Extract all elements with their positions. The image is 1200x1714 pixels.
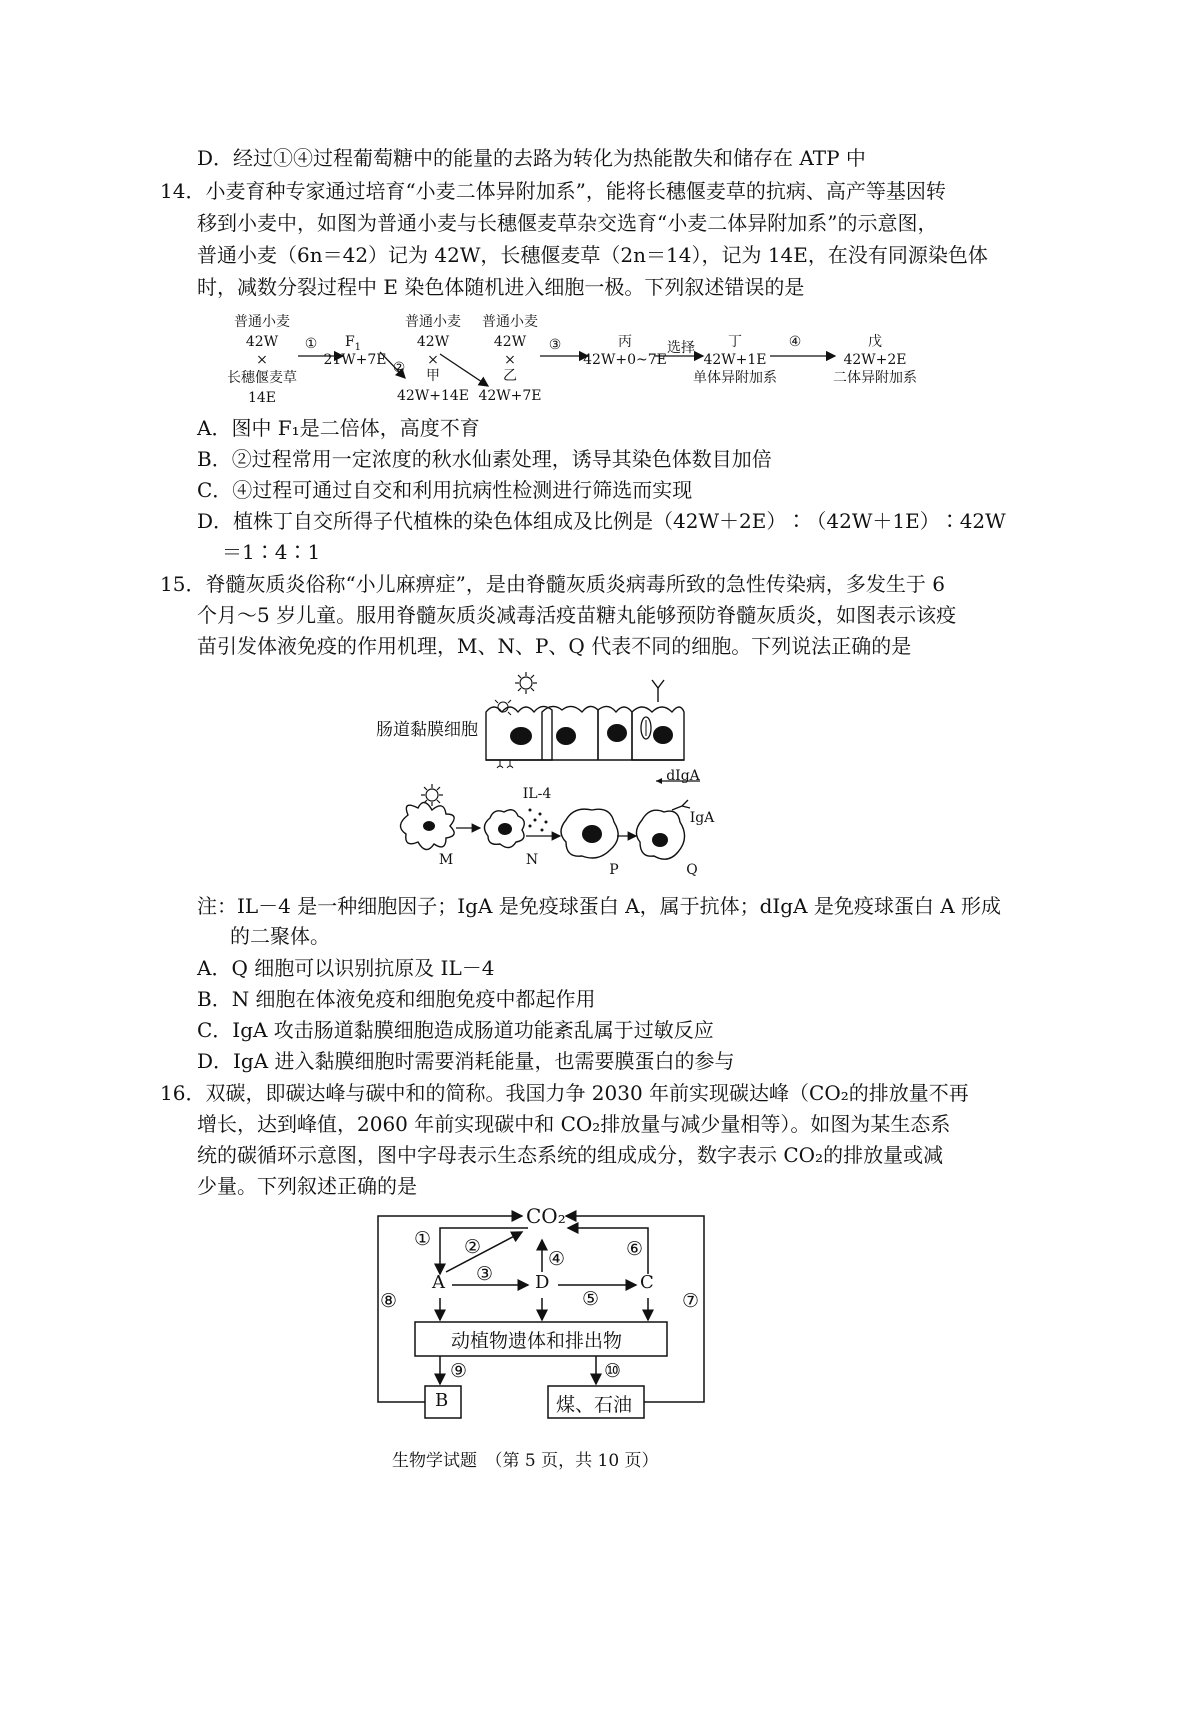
q14-stem-line3: 普通小麦（6n＝42）记为 42W，长穗偃麦草（2n＝14），记为 14E，在没有同源染色体 [197,243,988,267]
q15-option-d: D．IgA 进入黏膜细胞时需要消耗能量，也需要膜蛋白的参与 [197,1049,735,1073]
q15-stem-line1: 15．脊髓灰质炎俗称“小儿麻痹症”，是由脊髓灰质炎病毒所致的急性传染病，多发生于 6 [160,572,945,596]
q15-stem-line2: 个月～5 岁儿童。服用脊髓灰质炎减毒活疫苗糖丸能够预防脊髓灰质炎，如图表示该疫 [197,603,957,627]
node-d-label: D [535,1272,550,1293]
page-footer: 生物学试题 （第 5 页，共 10 页） [392,1451,659,1471]
flow-6-label: ⑥ [626,1238,644,1260]
co2-label: CO₂ [526,1204,566,1228]
q15-option-b: B．N 细胞在体液免疫和细胞免疫中都起作用 [197,987,596,1011]
remains-label: 动植物遗体和排出物 [451,1330,623,1352]
step4-label: ④ [788,334,802,350]
q14-option-d-line1: D．植株丁自交所得子代植株的染色体组成及比例是（42W＋2E）∶（42W＋1E）∶42W [197,509,1006,533]
q16-stem-line2: 增长，达到峰值，2060 年前实现碳中和 CO₂排放量与减少量相等）。如图为某生态系 [197,1112,951,1136]
bing-label: 丙 [618,334,632,350]
q14-option-c: C．④过程可通过自交和利用抗病性检测进行筛选而实现 [197,478,693,502]
step1-label: ① [304,336,318,352]
wu-code: 42W+2E [843,352,907,368]
mucosa-label: 肠道黏膜细胞 [376,720,478,740]
node-c-label: C [640,1272,654,1293]
flow-1-label: ① [414,1228,432,1250]
ding-label: 丁 [728,334,742,350]
yi-label: 乙 [503,368,517,384]
node-b-label: B [435,1390,449,1411]
q15-stem-line3: 苗引发体液免疫的作用机理，M、N、P、Q 代表不同的细胞。下列说法正确的是 [197,634,912,658]
step3-label: ③ [548,337,562,353]
wheat3-label: 普通小麦 [482,314,538,330]
ding-name: 单体异附加系 [693,370,777,386]
wheat2-code: 42W [416,334,450,350]
f1-code: 21W+7E [323,352,387,368]
wu-name: 二体异附加系 [833,370,917,386]
f1-subscript: 1 [354,341,362,353]
wheat2-label: 普通小麦 [405,314,461,330]
q13-option-d: D．经过①④过程葡萄糖中的能量的去路为转化为热能散失和储存在 ATP 中 [197,146,866,170]
ding-code: 42W+1E [703,352,767,368]
flow-5-label: ⑤ [582,1288,600,1310]
flow-2-label: ② [464,1236,482,1258]
flow-4-label: ④ [548,1248,566,1270]
wheat1-code: 42W [245,334,279,350]
f1-label: $F_1$ [344,334,362,353]
step2-label: ② [392,360,406,376]
cross2-symbol: × [427,352,439,368]
jia-label: 甲 [426,368,440,384]
q14-option-b: B．②过程常用一定浓度的秋水仙素处理，诱导其染色体数目加倍 [197,447,772,471]
dlga-label: dIgA [666,768,700,784]
cell-p-label: P [609,862,619,878]
yi-code: 42W+7E [478,388,542,404]
iga-label: IgA [689,810,715,826]
q16-stem-line3: 统的碳循环示意图，图中字母表示生态系统的组成成分，数字表示 CO₂的排放量或减 [197,1143,944,1167]
q15-option-a: A．Q 细胞可以识别抗原及 IL－4 [197,956,495,980]
cell-n-label: N [525,852,539,868]
q15-note-line2: 的二聚体。 [230,924,330,948]
wheat3-code: 42W [493,334,527,350]
select-label: 选择 [667,340,695,356]
grass-label: 长穗偃麦草 [227,370,297,386]
wu-label: 戊 [868,334,882,350]
flow-9-label: ⑨ [450,1360,468,1382]
grass-code: 14E [247,390,277,406]
q14-option-a: A．图中 F₁是二倍体，高度不育 [197,416,480,440]
cell-m-label: M [438,852,454,868]
q16-stem-line1: 16．双碳，即碳达峰与碳中和的简称。我国力争 2030 年前实现碳达峰（CO₂的排放量不再 [160,1081,969,1105]
bing-code: 42W+0~7E [583,352,667,368]
node-a-label: A [432,1272,445,1293]
flow-7-label: ⑦ [682,1290,700,1312]
q14-stem-line4: 时，减数分裂过程中 E 染色体随机进入细胞一极。下列叙述错误的是 [197,275,805,299]
cell-q-label: Q [686,862,698,878]
q16-stem-line4: 少量。下列叙述正确的是 [197,1174,417,1198]
cross1-symbol: × [256,352,268,368]
q15-note-line1: 注：IL－4 是一种细胞因子；IgA 是免疫球蛋白 A，属于抗体；dIgA 是免疫球蛋白 A 形成 [197,894,1002,918]
fossil-label: 煤、石油 [556,1394,633,1416]
q14-stem-line2: 移到小麦中，如图为普通小麦与长穗偃麦草杂交选育“小麦二体异附加系”的示意图， [197,211,938,235]
q14-stem-line1: 14．小麦育种专家通过培育“小麦二体异附加系”，能将长穗偃麦草的抗病、高产等基因转 [160,179,946,203]
cross3-symbol: × [504,352,516,368]
jia-code: 42W+14E [397,388,469,404]
wheat1-label: 普通小麦 [234,314,290,330]
flow-3-label: ③ [476,1263,494,1285]
flow-8-label: ⑧ [380,1290,398,1312]
q15-option-c: C．IgA 攻击肠道黏膜细胞造成肠道功能紊乱属于过敏反应 [197,1018,714,1042]
flow-10-label: ⑩ [604,1360,622,1382]
q14-option-d-line2: ＝1∶4∶1 [222,540,321,564]
il4-label: IL-4 [522,786,552,802]
